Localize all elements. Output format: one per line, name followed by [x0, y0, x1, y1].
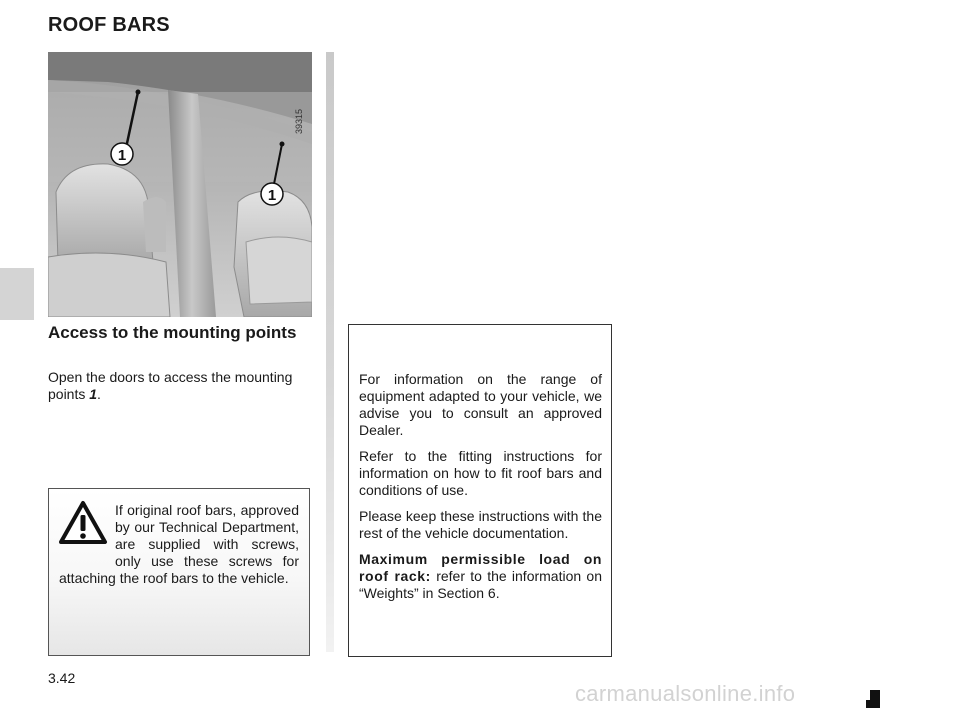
page-number: 3.42 — [48, 670, 76, 686]
section-heading: Access to the mounting points — [48, 323, 297, 342]
section-body: Open the doors to access the mounting points 1. — [48, 369, 293, 402]
max-load-label: Maximum permissible load on roof rack: — [359, 551, 602, 584]
point-reference: 1 — [89, 386, 98, 402]
column-divider — [326, 52, 334, 652]
warning-text: If original roof bars, approved by our Technical Department, are supplied with screws, only use these screws for attaching the roof bars to the vehicle. — [59, 502, 299, 586]
info-paragraph-4: Maximum permissible load on roof rack: refer to the information on “Weights” in Section 6. — [359, 551, 603, 601]
corner-mark — [870, 690, 880, 708]
info-box — [348, 324, 612, 657]
roof-mounting-illustration — [48, 52, 312, 317]
chapter-tab — [0, 268, 34, 320]
warning-box — [48, 488, 310, 656]
watermark: carmanualsonline.info — [575, 681, 796, 706]
info-paragraph-2: Refer to the fitting instructions for information on how to fit roof bars and conditions of use. — [359, 448, 602, 498]
page-title: ROOF BARS — [48, 14, 170, 36]
figure-code: 39315 — [294, 108, 304, 134]
info-paragraph-1: For information on the range of equipment adapted to your vehicle, we advise you to consult an approved Dealer. — [359, 371, 602, 438]
callout-2-label: 1 — [267, 187, 277, 204]
car-interior-drawing — [48, 52, 312, 317]
info-paragraph-3: Please keep these instructions with the rest of the vehicle documentation. — [359, 508, 602, 541]
callout-1-label: 1 — [117, 147, 127, 164]
